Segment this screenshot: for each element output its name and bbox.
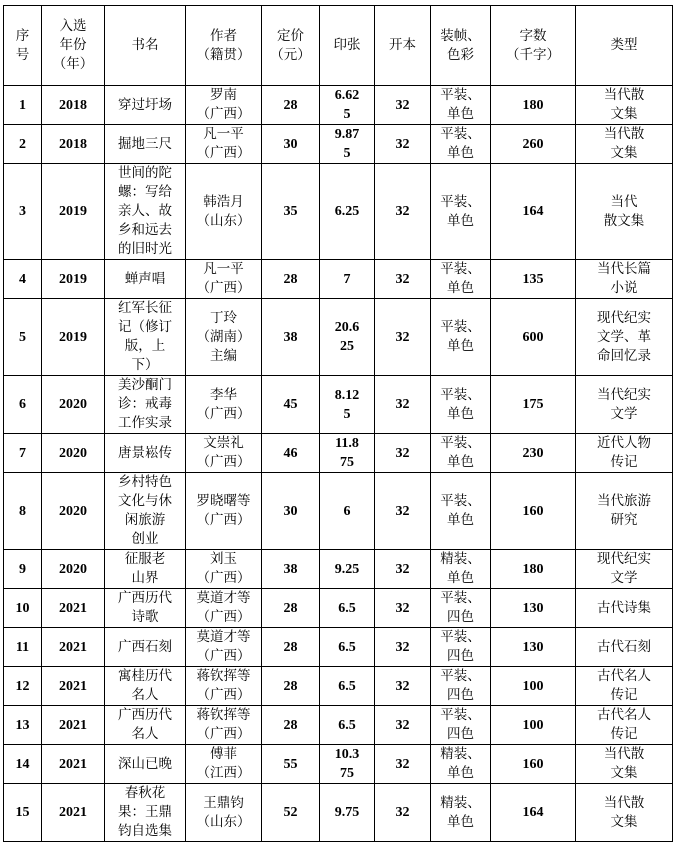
cell-sheets: 6.5 (320, 706, 375, 745)
cell-format: 32 (375, 434, 431, 473)
cell-year: 2020 (42, 473, 105, 550)
cell-binding: 精装、 单色 (431, 745, 491, 784)
table-row (4, 589, 673, 628)
cell-word-count: 180 (491, 86, 576, 125)
cell-genre: 现代纪实 文学、革 命回忆录 (576, 299, 673, 376)
cell-index: 14 (4, 745, 42, 784)
cell-price: 38 (262, 550, 320, 589)
cell-format: 32 (375, 473, 431, 550)
cell-genre: 当代散 文集 (576, 745, 673, 784)
cell-genre: 古代石刻 (576, 628, 673, 667)
cell-genre: 古代名人 传记 (576, 667, 673, 706)
header-genre: 类型 (576, 6, 673, 86)
table-row (4, 86, 673, 125)
cell-genre: 当代散 文集 (576, 125, 673, 164)
table-row (4, 473, 673, 550)
cell-word-count: 175 (491, 376, 576, 434)
cell-author: 莫道才等 （广西） (186, 628, 262, 667)
cell-sheets: 9.25 (320, 550, 375, 589)
table-row (4, 434, 673, 473)
cell-format: 32 (375, 86, 431, 125)
cell-sheets: 6 (320, 473, 375, 550)
cell-price: 28 (262, 628, 320, 667)
cell-title: 乡村特色 文化与休 闲旅游 创业 (105, 473, 186, 550)
cell-index: 15 (4, 784, 42, 842)
cell-format: 32 (375, 784, 431, 842)
table-row (4, 706, 673, 745)
cell-price: 30 (262, 125, 320, 164)
cell-genre: 当代长篇 小说 (576, 260, 673, 299)
table-row (4, 667, 673, 706)
cell-binding: 平装、 四色 (431, 706, 491, 745)
cell-title: 征服老 山界 (105, 550, 186, 589)
cell-word-count: 260 (491, 125, 576, 164)
cell-format: 32 (375, 260, 431, 299)
cell-price: 55 (262, 745, 320, 784)
cell-title: 红军长征 记（修订 版，上 下） (105, 299, 186, 376)
cell-index: 11 (4, 628, 42, 667)
cell-price: 28 (262, 667, 320, 706)
cell-year: 2021 (42, 628, 105, 667)
cell-author: 蒋钦挥等 （广西） (186, 667, 262, 706)
cell-word-count: 160 (491, 473, 576, 550)
header-index: 序 号 (4, 6, 42, 86)
cell-word-count: 164 (491, 784, 576, 842)
cell-year: 2021 (42, 784, 105, 842)
cell-format: 32 (375, 125, 431, 164)
cell-year: 2019 (42, 299, 105, 376)
cell-author: 凡一平 （广西） (186, 125, 262, 164)
cell-author: 罗晓曙等 （广西） (186, 473, 262, 550)
cell-author: 文崇礼 （广西） (186, 434, 262, 473)
cell-title: 广西石刻 (105, 628, 186, 667)
cell-title: 唐景崧传 (105, 434, 186, 473)
cell-author: 傅菲 （江西） (186, 745, 262, 784)
cell-format: 32 (375, 589, 431, 628)
header-year: 入选 年份 （年） (42, 6, 105, 86)
cell-title: 深山已晚 (105, 745, 186, 784)
cell-sheets: 7 (320, 260, 375, 299)
cell-index: 6 (4, 376, 42, 434)
cell-year: 2020 (42, 376, 105, 434)
cell-year: 2021 (42, 745, 105, 784)
header-binding: 装帧、 色彩 (431, 6, 491, 86)
header-word-count: 字数 （千字） (491, 6, 576, 86)
cell-sheets: 9.87 5 (320, 125, 375, 164)
cell-price: 52 (262, 784, 320, 842)
cell-title: 蝉声唱 (105, 260, 186, 299)
cell-sheets: 11.8 75 (320, 434, 375, 473)
cell-binding: 平装、 单色 (431, 434, 491, 473)
book-table (3, 5, 673, 842)
table-row (4, 376, 673, 434)
cell-index: 13 (4, 706, 42, 745)
cell-price: 46 (262, 434, 320, 473)
cell-year: 2021 (42, 667, 105, 706)
cell-genre: 古代名人 传记 (576, 706, 673, 745)
cell-word-count: 160 (491, 745, 576, 784)
table-row (4, 745, 673, 784)
cell-genre: 古代诗集 (576, 589, 673, 628)
cell-author: 丁玲 （湖南） 主编 (186, 299, 262, 376)
cell-binding: 平装、 单色 (431, 86, 491, 125)
cell-price: 30 (262, 473, 320, 550)
cell-format: 32 (375, 164, 431, 260)
table-row (4, 164, 673, 260)
cell-index: 1 (4, 86, 42, 125)
cell-title: 穿过圩场 (105, 86, 186, 125)
cell-price: 45 (262, 376, 320, 434)
cell-title: 世间的陀 螺：写给 亲人、故 乡和远去 的旧时光 (105, 164, 186, 260)
cell-price: 28 (262, 86, 320, 125)
header-format: 开本 (375, 6, 431, 86)
cell-binding: 精装、 单色 (431, 550, 491, 589)
table-row (4, 784, 673, 842)
cell-genre: 当代散 文集 (576, 784, 673, 842)
cell-price: 28 (262, 706, 320, 745)
cell-author: 刘玉 （广西） (186, 550, 262, 589)
cell-author: 王鼎钧 （山东） (186, 784, 262, 842)
cell-price: 35 (262, 164, 320, 260)
cell-author: 李华 （广西） (186, 376, 262, 434)
cell-format: 32 (375, 628, 431, 667)
cell-binding: 平装、 四色 (431, 667, 491, 706)
header-sheets: 印张 (320, 6, 375, 86)
cell-sheets: 6.62 5 (320, 86, 375, 125)
cell-word-count: 164 (491, 164, 576, 260)
cell-word-count: 100 (491, 706, 576, 745)
table-row (4, 260, 673, 299)
cell-sheets: 9.75 (320, 784, 375, 842)
cell-sheets: 10.3 75 (320, 745, 375, 784)
cell-format: 32 (375, 376, 431, 434)
cell-binding: 平装、 单色 (431, 260, 491, 299)
cell-sheets: 6.5 (320, 589, 375, 628)
cell-title: 掘地三尺 (105, 125, 186, 164)
cell-word-count: 130 (491, 628, 576, 667)
cell-author: 莫道才等 （广西） (186, 589, 262, 628)
cell-year: 2018 (42, 86, 105, 125)
cell-year: 2020 (42, 434, 105, 473)
cell-genre: 当代 散文集 (576, 164, 673, 260)
cell-index: 12 (4, 667, 42, 706)
cell-word-count: 600 (491, 299, 576, 376)
table-row (4, 550, 673, 589)
cell-sheets: 6.5 (320, 628, 375, 667)
cell-binding: 平装、 四色 (431, 589, 491, 628)
cell-binding: 平装、 单色 (431, 473, 491, 550)
cell-format: 32 (375, 550, 431, 589)
cell-title: 春秋花 果：王鼎 钧自选集 (105, 784, 186, 842)
cell-author: 蒋钦挥等 （广西） (186, 706, 262, 745)
cell-title: 广西历代 诗歌 (105, 589, 186, 628)
cell-binding: 平装、 单色 (431, 125, 491, 164)
cell-year: 2021 (42, 706, 105, 745)
cell-binding: 平装、 单色 (431, 376, 491, 434)
cell-index: 8 (4, 473, 42, 550)
cell-year: 2021 (42, 589, 105, 628)
cell-year: 2020 (42, 550, 105, 589)
cell-index: 10 (4, 589, 42, 628)
cell-word-count: 100 (491, 667, 576, 706)
cell-binding: 平装、 单色 (431, 299, 491, 376)
cell-author: 韩浩月 （山东） (186, 164, 262, 260)
cell-year: 2019 (42, 260, 105, 299)
table-row (4, 299, 673, 376)
cell-genre: 当代散 文集 (576, 86, 673, 125)
cell-title: 寓桂历代 名人 (105, 667, 186, 706)
cell-index: 7 (4, 434, 42, 473)
cell-sheets: 8.12 5 (320, 376, 375, 434)
header-price: 定价 （元） (262, 6, 320, 86)
cell-genre: 当代旅游 研究 (576, 473, 673, 550)
cell-format: 32 (375, 706, 431, 745)
cell-binding: 平装、 单色 (431, 164, 491, 260)
header-author: 作者 （籍贯） (186, 6, 262, 86)
cell-year: 2019 (42, 164, 105, 260)
cell-index: 9 (4, 550, 42, 589)
cell-price: 38 (262, 299, 320, 376)
cell-price: 28 (262, 589, 320, 628)
cell-title: 广西历代 名人 (105, 706, 186, 745)
table-row (4, 628, 673, 667)
header-title: 书名 (105, 6, 186, 86)
cell-index: 4 (4, 260, 42, 299)
cell-index: 5 (4, 299, 42, 376)
cell-word-count: 180 (491, 550, 576, 589)
cell-format: 32 (375, 667, 431, 706)
cell-title: 美沙酮门 诊：戒毒 工作实录 (105, 376, 186, 434)
cell-format: 32 (375, 299, 431, 376)
cell-word-count: 135 (491, 260, 576, 299)
cell-genre: 现代纪实 文学 (576, 550, 673, 589)
cell-binding: 平装、 四色 (431, 628, 491, 667)
cell-sheets: 20.6 25 (320, 299, 375, 376)
cell-word-count: 130 (491, 589, 576, 628)
cell-index: 3 (4, 164, 42, 260)
cell-sheets: 6.5 (320, 667, 375, 706)
cell-author: 罗南 （广西） (186, 86, 262, 125)
table-row (4, 125, 673, 164)
cell-year: 2018 (42, 125, 105, 164)
cell-genre: 近代人物 传记 (576, 434, 673, 473)
cell-binding: 精装、 单色 (431, 784, 491, 842)
header-row (4, 6, 673, 86)
cell-format: 32 (375, 745, 431, 784)
cell-index: 2 (4, 125, 42, 164)
cell-sheets: 6.25 (320, 164, 375, 260)
cell-word-count: 230 (491, 434, 576, 473)
cell-genre: 当代纪实 文学 (576, 376, 673, 434)
cell-author: 凡一平 （广西） (186, 260, 262, 299)
cell-price: 28 (262, 260, 320, 299)
